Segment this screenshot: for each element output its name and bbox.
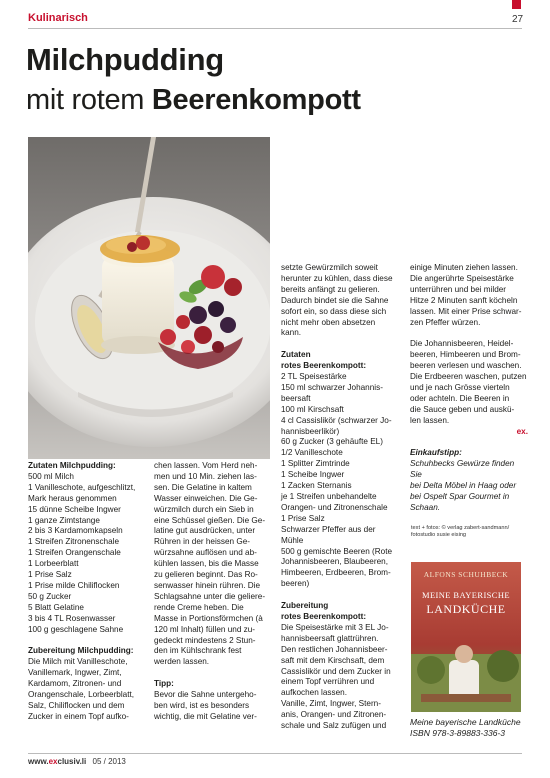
text-line: 1 Vanilleschote, aufgeschlitzt, — [28, 482, 136, 492]
footer-url-ex: ex — [48, 757, 58, 766]
book-author: ALFONS SCHUHBECK — [423, 570, 509, 579]
text-line: würzmilch durch ein Sieb in — [154, 504, 254, 514]
book-cover-art — [411, 562, 521, 712]
text-line: Den restlichen Johannisbeer- — [281, 644, 388, 654]
shopping-tip-line: Schuhbecks Gewürze finden Sie — [410, 459, 515, 480]
footer — [28, 757, 126, 766]
text-line: hannisbeersaft glattrühren. — [281, 633, 379, 643]
text-line: 1 Zacken Sternanis — [281, 481, 352, 491]
credit-line-2: fotostudio susie eising — [411, 532, 467, 538]
book-caption-title: Meine bayerische Landküche — [410, 717, 521, 727]
text-line: einem Topf verrühren und — [281, 677, 375, 687]
text-line: Bevor die Sahne untergeho- — [154, 690, 257, 700]
dessert-photo — [28, 137, 270, 459]
text-line: hannisbeerlikör) — [281, 426, 340, 436]
footer-url-suffix: clusiv.li — [57, 757, 87, 766]
book-title-line-1: MEINE BAYERISCHE — [421, 590, 511, 600]
text-line: würzsahne auflösen und ab- — [154, 548, 257, 558]
text-line: Masse in Portionsförmchen (à — [154, 613, 263, 623]
text-line: unterrühren und bei milder — [410, 284, 507, 294]
book-caption-isbn: ISBN 978-3-89883-336-3 — [410, 727, 505, 738]
text-line — [410, 328, 528, 339]
text-line: 1 Lorbeerblatt — [28, 559, 79, 569]
text-line: Die Milch mit Vanilleschote, — [28, 657, 128, 667]
text-line — [281, 339, 400, 350]
text-line: 1 Prise milde Chiliflocken — [28, 580, 120, 590]
text-line: 500 g gemischte Beeren (Rote — [281, 546, 393, 556]
text-line: Die Johannisbeeren, Heidel- — [410, 339, 514, 349]
footer-divider — [28, 753, 522, 754]
text-line: 1 Splitter Zimtrinde — [281, 459, 350, 469]
column-1-lines — [28, 461, 148, 723]
text-line: Die angerührte Speisestärke — [410, 273, 514, 283]
text-line: sen. Die Gelatine in kaltem — [154, 482, 252, 492]
text-line: und je nach Grösse vierteln — [410, 382, 510, 392]
book-title-line-2: LANDKÜCHE — [426, 602, 506, 616]
text-line: einige Minuten ziehen lassen. — [410, 263, 518, 272]
text-line: anis, Orangen- und Zitronen- — [281, 710, 387, 720]
subheading: Zubereitung Milchpudding: — [28, 646, 134, 656]
text-line: Orangenschale, Lorbeerblatt, — [28, 690, 135, 700]
footer-url-prefix: www. — [28, 757, 49, 766]
text-line: 120 ml Inhalt) füllen und zu- — [154, 624, 256, 634]
subheading: Zutaten — [281, 350, 311, 360]
text-line: Kardamom, Zitronen- und — [28, 679, 122, 689]
column-4-lines — [410, 263, 528, 427]
text-line: zen Pfeffer würzen. — [410, 317, 481, 327]
text-line: Schlagsahne unter die geliere- — [154, 591, 266, 601]
title-line-1: Milchpudding — [26, 42, 224, 77]
text-line: herunter zu kühlen, dass diese — [281, 273, 393, 283]
subheading: Zubereitung — [281, 601, 329, 611]
text-line: aufkochen lassen. — [281, 688, 347, 698]
text-line: 5 Blatt Gelatine — [28, 602, 84, 612]
text-line: Himbeeren, Erdbeeren, Brom- — [281, 568, 391, 578]
page-number: 27 — [512, 14, 524, 25]
text-line: 100 ml Kirschsaft — [281, 404, 344, 414]
text-line: Hitze 2 Minuten sanft köcheln — [410, 295, 518, 305]
text-line: zu gelieren beginnt. Das Ro- — [154, 570, 258, 580]
photo-credit — [411, 525, 526, 539]
text-line: 1/2 Vanilleschote — [281, 448, 343, 458]
text-line: 1 Scheibe Ingwer — [281, 470, 345, 480]
shopping-tip-text — [410, 459, 528, 514]
title-prefix: mit rotem — [26, 84, 152, 116]
text-line: lassen. Mit einer Prise schwar- — [410, 306, 522, 316]
text-line: Schwarzer Pfeffer aus der — [281, 524, 376, 534]
credit-line-1: text + fotos: © verlag zabert-sandmann/ — [411, 525, 510, 531]
text-line: Mühle — [281, 535, 304, 545]
text-line: werden lassen. — [154, 657, 210, 667]
column-compote-method — [410, 263, 528, 514]
text-line: je 1 Streifen unbehandelte — [281, 492, 377, 502]
column-ingredients-pudding — [28, 461, 148, 723]
text-line: sofort ein, so dass diese sich — [281, 306, 387, 316]
text-line: Vanille, Zimt, Ingwer, Stern- — [281, 699, 381, 709]
text-line: nicht mehr oben absetzen — [281, 317, 376, 327]
text-line: saft mit dem Kirschsaft, dem — [281, 655, 385, 665]
text-line: Orangen- und Zitronenschale — [281, 502, 388, 512]
text-line: Wasser einweichen. Die Ge- — [154, 493, 258, 503]
text-line: Rühren in der heissen Ge- — [154, 537, 251, 547]
text-line: oder achteln. Die Beeren in — [410, 393, 510, 403]
subheading: rotes Beerenkompott: — [281, 361, 367, 371]
text-line: Vanillemark, Ingwer, Zimt, — [28, 668, 122, 678]
column-method-pudding — [154, 461, 272, 723]
text-line: 150 ml schwarzer Johannis- — [281, 382, 383, 392]
text-line: setzte Gewürzmilch soweit — [281, 263, 378, 272]
text-line: len lassen. — [410, 415, 450, 425]
title-bold: Beerenkompott — [151, 84, 361, 116]
text-line: 1 Streifen Zitronenschale — [28, 537, 120, 547]
text-line: 1 Prise Salz — [281, 513, 325, 523]
text-line: ben wird, ist es besonders — [154, 700, 250, 710]
text-line: 2 bis 3 Kardamomkapseln — [28, 526, 123, 536]
text-line: den im Kühlschrank fest — [154, 646, 242, 656]
column-3-lines — [281, 263, 400, 732]
text-line: kühlen lassen, bis die Masse — [154, 559, 259, 569]
text-line: 1 ganze Zimtstange — [28, 515, 100, 525]
text-line: Dadurch bindet sie die Sahne — [281, 295, 389, 305]
text-line — [281, 590, 400, 601]
text-line: 1 Prise Salz — [28, 570, 72, 580]
text-line: latine gut ausdrücken, unter — [154, 526, 256, 536]
text-line: 4 cl Cassislikör (schwarzer Jo- — [281, 415, 392, 425]
shopping-tip-line: bei Delta Möbel in Haag oder — [410, 481, 517, 491]
text-line: 1 Streifen Orangenschale — [28, 548, 121, 558]
subheading: Tipp: — [154, 679, 174, 689]
text-line: Die Speisestärke mit 3 EL Jo- — [281, 622, 389, 632]
shopping-tip-line: Schaan. — [410, 502, 441, 512]
text-line: beeren) — [281, 579, 310, 589]
text-line — [28, 636, 148, 647]
text-line: Zucker in einem Topf aufko- — [28, 711, 129, 721]
text-line: 15 dünne Scheibe Ingwer — [28, 504, 121, 514]
text-line: wichtig, die mit Gelatine ver- — [154, 711, 257, 721]
text-line: kann. — [281, 328, 302, 338]
subheading: Zutaten Milchpudding: — [28, 461, 116, 470]
text-line: rende Creme heben. Die — [154, 602, 244, 612]
text-line: eine Schüssel gießen. Die Ge- — [154, 515, 266, 525]
text-line: Salz, Chiliflocken und dem — [28, 700, 125, 710]
shopping-tip-line: bei Ospelt Spar Gourmet in — [410, 492, 510, 501]
text-line: bereits anfängt zu gelieren. — [281, 284, 380, 294]
book-caption — [410, 717, 528, 738]
subheading: rotes Beerenkompott: — [281, 611, 367, 621]
text-line: schale und Salz zufügen und — [281, 721, 387, 731]
text-line: senwasser hinein rühren. Die — [154, 580, 261, 590]
text-line: 50 g Zucker — [28, 591, 72, 601]
end-mark: ex. — [516, 426, 528, 436]
header-divider — [28, 28, 522, 29]
text-line: Mark heraus genommen — [28, 493, 117, 503]
text-line: 500 ml Milch — [28, 471, 74, 481]
section-label: Kulinarisch — [28, 12, 88, 24]
text-line: beeren, Himbeeren und Brom- — [410, 350, 521, 360]
text-line: die Sauce geben und auskü- — [410, 404, 515, 414]
footer-issue: 05 / 2013 — [92, 757, 126, 766]
page-corner-marker — [512, 0, 521, 9]
text-line: men und 10 Min. ziehen las- — [154, 471, 257, 481]
shopping-tip-heading: Einkaufstipp: — [410, 448, 462, 458]
text-line: 100 g geschlagene Sahne — [28, 624, 124, 634]
text-line — [154, 668, 272, 679]
title-line-2 — [26, 84, 361, 117]
text-line: Johannisbeeren, Blaubeeren, — [281, 557, 388, 567]
text-line: gedeckt mindestens 2 Stun- — [154, 635, 256, 645]
text-line: Cassislikör und dem Zucker in — [281, 666, 391, 676]
text-line: Die Erdbeeren waschen, putzen — [410, 372, 527, 382]
text-line: beeren verlesen und waschen. — [410, 361, 522, 371]
column-compote — [281, 263, 400, 732]
text-line: 2 TL Speisestärke — [281, 372, 347, 382]
book-cover — [411, 562, 521, 712]
text-line: beersaft — [281, 393, 311, 403]
text-line: 60 g Zucker (3 gehäufte EL) — [281, 437, 383, 447]
text-line: 3 bis 4 TL Rosenwasser — [28, 613, 116, 623]
text-line: chen lassen. Vom Herd neh- — [154, 461, 258, 470]
column-2-lines — [154, 461, 272, 723]
